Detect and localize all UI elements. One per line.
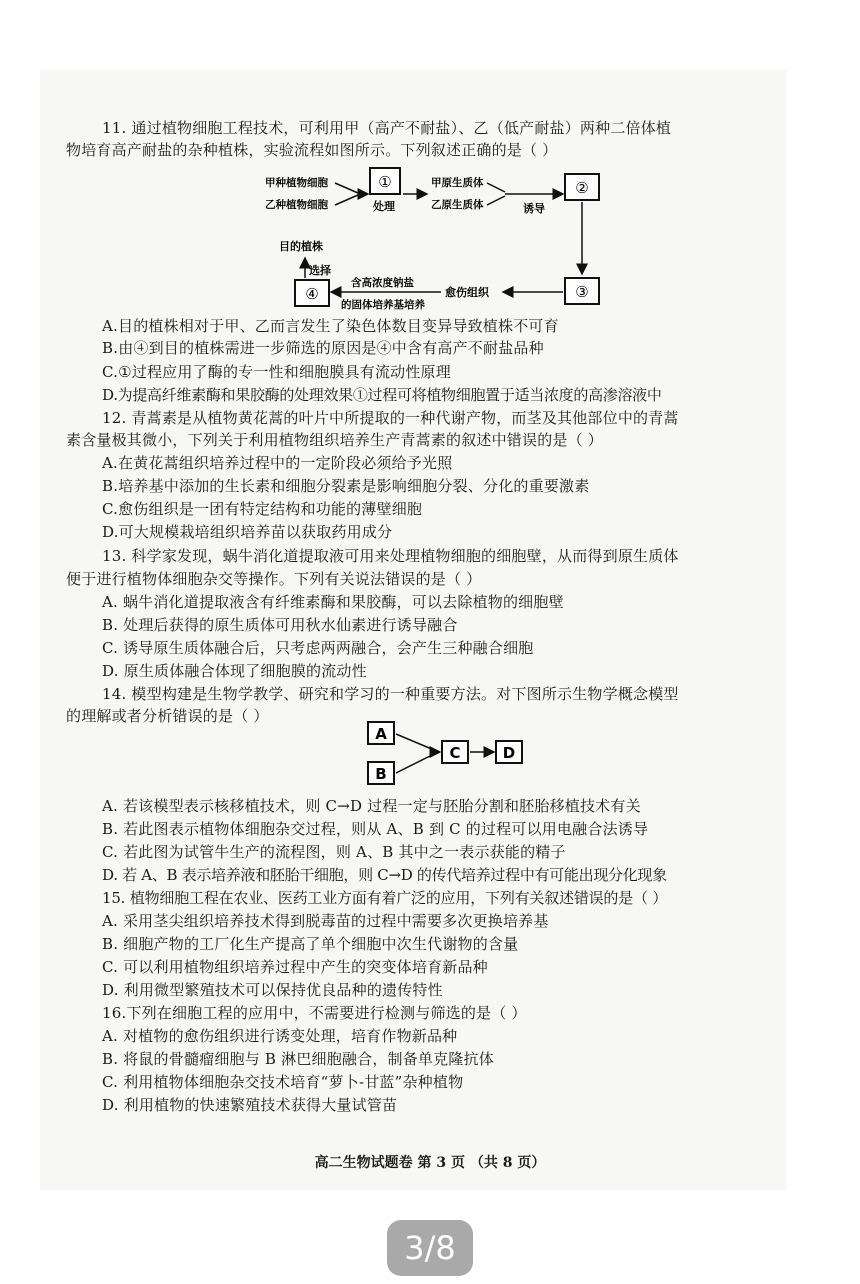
q12-option-b: B.培养基中添加的生长素和细胞分裂素是影响细胞分裂、分化的重要激素: [102, 477, 590, 495]
q12-stem-line1: 12. 青蒿素是从植物黄花蒿的叶片中所提取的一种代谢产物，而茎及其他部位中的青蒿: [102, 409, 679, 427]
q12-option-c: C.愈伤组织是一团有特定结构和功能的薄壁细胞: [102, 500, 423, 518]
q14-stem-line1: 14. 模型构建是生物学教学、研究和学习的一种重要方法。对下图所示生物学概念模型: [102, 685, 679, 703]
q11-induce-label: 诱导: [523, 202, 545, 215]
q11-option-d: D.为提高纤维素酶和果胶酶的处理效果①过程可将植物细胞置于适当浓度的高渗溶液中: [102, 386, 662, 404]
q11-callus: 愈伤组织: [445, 286, 489, 299]
q16-option-c: C. 利用植物体细胞杂交技术培育“萝卜-甘蓝”杂种植物: [102, 1073, 464, 1091]
q15-option-a: A. 采用茎尖组织培养技术得到脱毒苗的过程中需要多次更换培养基: [102, 912, 549, 930]
q16-stem: 16.下列在细胞工程的应用中，不需要进行检测与筛选的是（ ）: [102, 1004, 527, 1022]
q15-stem: 15. 植物细胞工程在农业、医药工业方面有着广泛的应用，下列有关叙述错误的是（ ）: [102, 889, 668, 907]
q11-process-label: 处理: [373, 200, 395, 213]
q14-stem-line2: 的理解或者分析错误的是（ ）: [66, 707, 269, 725]
page-footer: 高二生物试题卷 第 3 页 （共 8 页）: [314, 1155, 546, 1171]
q11-option-c: C.①过程应用了酶的专一性和细胞膜具有流动性原理: [102, 363, 451, 381]
q11-box3-label: ③: [575, 283, 589, 301]
q13-option-b: B. 处理后获得的原生质体可用秋水仙素进行诱导融合: [102, 616, 458, 634]
q14-model-diagram: [360, 716, 540, 788]
q14-box-a-label: A: [375, 725, 387, 743]
q14-option-a: A. 若该模型表示核移植技术，则 C→D 过程一定与胚胎分割和胚胎移植技术有关: [102, 797, 641, 815]
q15-option-b: B. 细胞产物的工厂化生产提高了单个细胞中次生代谢物的含量: [102, 935, 519, 953]
q13-option-c: C. 诱导原生质体融合后，只考虑两两融合，会产生三种融合细胞: [102, 639, 534, 657]
q13-option-d: D. 原生质体融合体现了细胞膜的流动性: [102, 662, 367, 680]
q11-option-b: B.由④到目的植株需进一步筛选的原因是④中含有高产不耐盐品种: [102, 339, 544, 357]
q12-option-a: A.在黄花蒿组织培养过程中的一定阶段必须给予光照: [102, 454, 453, 472]
q14-box-c-label: C: [449, 744, 461, 762]
q11-stem-line2: 物培育高产耐盐的杂种植株，实验流程如图所示。下列叙述正确的是（ ）: [66, 141, 558, 159]
q16-option-b: B. 将鼠的骨髓瘤细胞与 B 淋巴细胞融合，制备单克隆抗体: [102, 1050, 494, 1068]
q11-box1-label: ①: [378, 173, 392, 191]
q11-option-a: A.目的植株相对于甲、乙而言发生了染色体数目变异导致植株不可育: [102, 317, 559, 335]
q13-stem-line1: 13. 科学家发现，蜗牛消化道提取液可用来处理植物细胞的细胞壁，从而得到原生质体: [102, 547, 679, 565]
page-indicator[interactable]: 3/8: [387, 1220, 473, 1276]
q12-stem-line2: 素含量极其微小，下列关于利用植物组织培养生产青蒿素的叙述中错误的是（ ）: [66, 431, 603, 449]
q13-option-a: A. 蜗牛消化道提取液含有纤维素酶和果胶酶，可以去除植物的细胞壁: [102, 593, 564, 611]
q11-src1: 甲种植物细胞: [265, 177, 328, 189]
q15-option-c: C. 可以利用植物组织培养过程中产生的突变体培育新品种: [102, 958, 488, 976]
q11-proto1: 甲原生质体: [431, 177, 484, 189]
q11-src2: 乙种植物细胞: [265, 199, 328, 211]
q14-box-d-label: D: [502, 744, 516, 762]
q11-target: 目的植株: [279, 240, 323, 253]
q11-box4-label: ④: [305, 285, 319, 303]
q12-option-d: D.可大规模栽培组织培养苗以获取药用成分: [102, 523, 393, 541]
q14-option-c: C. 若此图为试管牛生产的流程图，则 A、B 其中之一表示获能的精子: [102, 843, 566, 861]
q11-proto2: 乙原生质体: [431, 199, 484, 211]
q11-select-label: 选择: [309, 264, 331, 277]
q11-flow-diagram: [255, 162, 615, 320]
q16-option-a: A. 对植物的愈伤组织进行诱变处理，培育作物新品种: [102, 1027, 458, 1045]
q11-box2-label: ②: [575, 179, 589, 197]
q11-stem-line1: 11. 通过植物细胞工程技术，可利用甲（高产不耐盐）、乙（低产耐盐）两种二倍体植: [102, 119, 672, 137]
q14-option-b: B. 若此图表示植物体细胞杂交过程，则从 A、B 到 C 的过程可以用电融合法诱导: [102, 820, 649, 838]
q14-box-b-label: B: [375, 765, 387, 783]
q16-option-d: D. 利用植物的快速繁殖技术获得大量试管苗: [102, 1096, 398, 1114]
q15-option-d: D. 利用微型繁殖技术可以保持优良品种的遗传特性: [102, 981, 443, 999]
q14-option-d: D. 若 A、B 表示培养液和胚胎干细胞，则 C→D 的传代培养过程中有可能出现分化现象: [102, 866, 667, 884]
q11-medium-line1: 含高浓度钠盐: [351, 277, 414, 289]
q11-medium-line2: 的固体培养基培养: [341, 299, 425, 311]
q13-stem-line2: 便于进行植物体细胞杂交等操作。下列有关说法错误的是（ ）: [66, 570, 482, 588]
